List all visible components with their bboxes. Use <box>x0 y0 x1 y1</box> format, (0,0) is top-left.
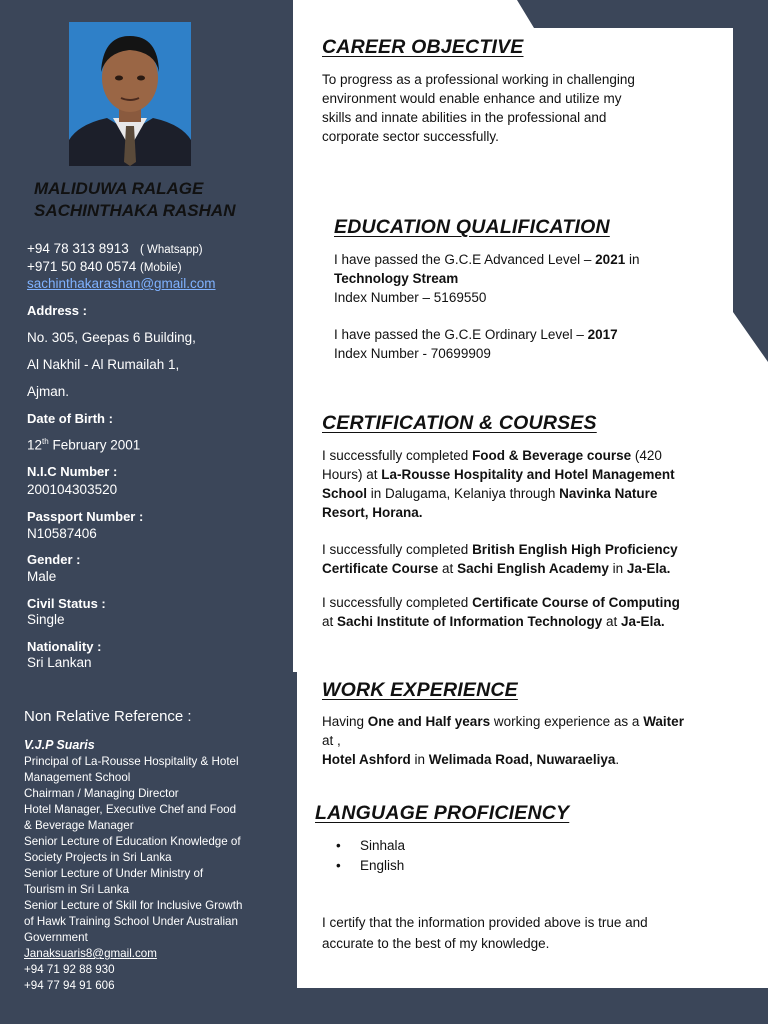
text-run-bold: La-Rousse Hospitality and Hotel Management <box>381 467 675 482</box>
reference-line: Senior Lecture of Skill for Inclusive Growth <box>24 899 243 912</box>
gender-value: Male <box>27 569 57 584</box>
reference-line: Tourism in Sri Lanka <box>24 883 130 896</box>
education-al <box>334 250 639 307</box>
reference-line: Society Projects in Sri Lanka <box>24 851 172 864</box>
reference-line: Management School <box>24 771 131 784</box>
career-objective-text <box>322 70 635 146</box>
text-run: Having <box>322 714 368 729</box>
name-line-2: SACHINTHAKA RASHAN <box>34 201 236 220</box>
phone-tag: ( Whatsapp) <box>140 244 203 256</box>
dob-label: Date of Birth : <box>27 411 113 426</box>
reference-line: Government <box>24 931 88 944</box>
phone-number: +94 78 313 8913 <box>27 241 129 256</box>
dob-value <box>27 437 140 453</box>
certification-item-2 <box>322 540 678 578</box>
text-run-bold: Sachi English Academy <box>457 561 609 576</box>
passport-value: N10587406 <box>27 526 97 541</box>
text-line: accurate to the best of my knowledge. <box>322 936 550 951</box>
text-line <box>322 503 675 522</box>
text-run-bold: Certificate Course <box>322 561 439 576</box>
text-run-bold: Ja-Ela. <box>626 561 671 576</box>
text-run: I successfully completed <box>322 542 473 557</box>
person-portrait-icon <box>69 22 191 166</box>
text-line: To progress as a professional working in challenging <box>322 72 635 87</box>
text-run: in <box>410 752 429 767</box>
list-item: • Sinhala <box>334 836 405 856</box>
civil-status-label: Civil Status : <box>27 596 106 611</box>
career-objective-heading: CAREER OBJECTIVE <box>322 36 524 58</box>
text-line: skills and innate abilities in the professional and <box>322 110 607 125</box>
text-run-bold: Welimada Road, Nuwaraeliya <box>428 752 616 767</box>
certification-item-3 <box>322 593 680 631</box>
text-line <box>322 612 680 631</box>
phone-tag: (Mobile) <box>140 262 182 274</box>
text-line <box>322 559 678 578</box>
name-line-1: MALIDUWA RALAGE <box>34 179 204 198</box>
text-run-bold: Sachi Institute of Information Technology <box>337 614 603 629</box>
certification-item-1 <box>322 446 675 522</box>
reference-phone: +94 77 94 91 606 <box>24 979 115 992</box>
gender-label: Gender : <box>27 552 81 567</box>
text-run-bold: Resort, Horana. <box>322 505 423 520</box>
text-run-bold: Hotel Ashford <box>322 752 411 767</box>
education-ol <box>334 325 618 363</box>
text-run-bold: Waiter <box>643 714 684 729</box>
address-line: No. 305, Geepas 6 Building, <box>27 330 196 345</box>
text-run: (420 <box>631 448 662 463</box>
reference-title: Non Relative Reference : <box>24 708 192 725</box>
reference-line: & Beverage Manager <box>24 819 134 832</box>
text-run: at <box>438 561 458 576</box>
text-line <box>322 484 675 503</box>
text-line <box>322 465 675 484</box>
text-run: I have passed the G.C.E Advanced Level – <box>334 252 596 267</box>
email-link[interactable]: sachinthakarashan@gmail.com <box>27 276 216 291</box>
civil-status-value: Single <box>27 612 65 627</box>
text-run-bold: School <box>322 486 368 501</box>
text-run: Hours) at <box>322 467 382 482</box>
reference-line: Hotel Manager, Executive Chef and Food <box>24 803 237 816</box>
text-line <box>322 593 680 612</box>
reference-line: Principal of La-Rousse Hospitality & Hotel <box>24 755 239 768</box>
text-run: I successfully completed <box>322 448 473 463</box>
text-run: in <box>625 252 640 267</box>
language-list <box>334 836 405 876</box>
reference-line: Chairman / Managing Director <box>24 787 179 800</box>
text-line: corporate sector successfully. <box>322 129 499 144</box>
text-line <box>322 750 684 769</box>
passport-label: Passport Number : <box>27 509 144 524</box>
text-run-bold: One and Half years <box>367 714 491 729</box>
text-line: environment would enable enhance and utilize my <box>322 91 622 106</box>
ol-year: 2017 <box>587 327 618 342</box>
text-line <box>334 325 618 344</box>
al-stream: Technology Stream <box>334 271 459 286</box>
text-line <box>322 540 678 559</box>
text-run: . <box>615 752 620 767</box>
al-index: Index Number – 5169550 <box>334 290 487 305</box>
text-line: I certify that the information provided above is true and <box>322 915 648 930</box>
nationality-value: Sri Lankan <box>27 655 92 670</box>
ol-index: Index Number - 70699909 <box>334 346 491 361</box>
reference-line: Senior Lecture of Under Ministry of <box>24 867 204 880</box>
text-line <box>334 250 639 269</box>
text-line <box>334 269 639 288</box>
text-run-bold: British English High Proficiency <box>472 542 678 557</box>
nic-label: N.I.C Number : <box>27 464 118 479</box>
address-line: Al Nakhil - Al Rumailah 1, <box>27 357 180 372</box>
text-run: I successfully completed <box>322 595 473 610</box>
address-label: Address : <box>27 303 87 318</box>
text-run-bold: Food & Beverage course <box>472 448 632 463</box>
text-run-bold: Navinka Nature <box>559 486 658 501</box>
list-item: • English <box>334 856 405 876</box>
text-run-bold: Ja-Ela. <box>621 614 665 629</box>
reference-line: Senior Lecture of Education Knowledge of <box>24 835 241 848</box>
dob-suffix: th <box>42 437 49 446</box>
reference-phone: +94 71 92 88 930 <box>24 963 115 976</box>
dob-day: 12 <box>27 437 43 453</box>
text-line <box>322 712 684 731</box>
declaration-text <box>322 912 648 954</box>
al-year: 2021 <box>595 252 626 267</box>
candidate-name <box>34 178 235 222</box>
certification-heading: CERTIFICATION & COURSES <box>322 412 597 434</box>
text-run: I have passed the G.C.E Ordinary Level – <box>334 327 588 342</box>
text-run: in Dalugama, Kelaniya through <box>367 486 560 501</box>
phone-mobile <box>27 259 182 274</box>
nic-value: 200104303520 <box>27 482 118 497</box>
text-line: at , <box>322 733 341 748</box>
dob-rest: February 2001 <box>48 437 141 453</box>
text-run: in <box>608 561 627 576</box>
education-heading: EDUCATION QUALIFICATION <box>334 216 610 238</box>
nationality-label: Nationality : <box>27 639 102 654</box>
text-run-bold: Certificate Course of Computing <box>472 595 680 610</box>
address-line: Ajman. <box>27 384 70 399</box>
text-line <box>322 446 675 465</box>
reference-email-link[interactable]: Janaksuaris8@gmail.com <box>24 947 157 960</box>
text-run: at <box>602 614 622 629</box>
reference-name: V.J.P Suaris <box>24 738 95 752</box>
phone-number: +971 50 840 0574 <box>27 259 137 274</box>
language-heading: LANGUAGE PROFICIENCY <box>315 802 570 824</box>
work-experience-text <box>322 712 684 769</box>
phone-whatsapp <box>27 241 203 256</box>
text-run: at <box>322 614 338 629</box>
work-experience-heading: WORK EXPERIENCE <box>322 679 518 701</box>
reference-line: of Hawk Training School Under Australian <box>24 915 238 928</box>
text-run: working experience as a <box>490 714 644 729</box>
profile-photo <box>69 22 191 166</box>
